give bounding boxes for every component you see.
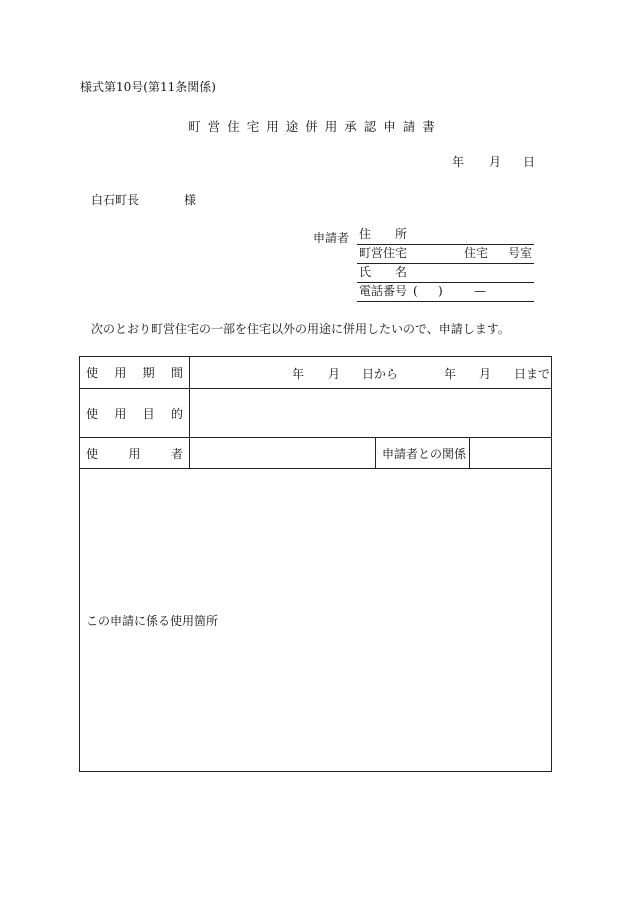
purpose-row (80, 389, 552, 438)
period-label-char: 使 (86, 366, 99, 380)
purpose-label-char: 使 (86, 406, 99, 421)
period-value-cell[interactable] (190, 357, 552, 389)
phone-dash: — (474, 284, 486, 298)
period-from-day: 日から (362, 367, 399, 381)
housing-room-suffix: 号室 (508, 246, 533, 260)
period-to-day: 日まで (514, 367, 551, 381)
phone-label: 電話番号 (359, 284, 408, 298)
name-label-1: 氏 (359, 265, 372, 279)
purpose-label-char: 的 (170, 406, 183, 421)
user-label-char: 使 (86, 446, 99, 461)
usage-table (79, 356, 552, 772)
form-number: 様式第10号(第11条関係) (80, 80, 216, 94)
user-label-char: 用 (128, 446, 141, 461)
places-cell[interactable] (80, 469, 552, 772)
purpose-label-char: 目 (142, 406, 155, 421)
relation-label-cell: 申請者との関係 (376, 438, 470, 469)
applicant-label: 申請者 (313, 231, 350, 245)
intro-text: 次のとおり町営住宅の一部を住宅以外の用途に併用したいので、申請します。 (91, 322, 510, 336)
phone-close-paren: ) (438, 284, 443, 298)
addressee-name: 白石町長 (91, 193, 140, 207)
period-to-month: 月 (479, 367, 492, 381)
period-from-year: 年 (292, 367, 305, 381)
places-label: この申請に係る使用箇所 (86, 613, 219, 628)
period-from-month: 月 (328, 367, 341, 381)
period-label-cell (80, 357, 190, 389)
purpose-value-cell[interactable] (190, 389, 552, 438)
phone-open-paren: ( (413, 284, 418, 298)
period-label-char: 用 (114, 366, 127, 380)
address-label-1: 住 (359, 227, 372, 241)
user-label-cell (80, 438, 190, 469)
date-day-label: 日 (523, 155, 536, 169)
address-label-2: 所 (395, 227, 408, 241)
housing-middle-label: 住宅 (464, 246, 489, 260)
period-label-char: 期 (142, 366, 155, 380)
address-field[interactable] (357, 226, 534, 245)
housing-field[interactable] (357, 245, 534, 264)
phone-field[interactable] (357, 283, 534, 302)
period-to-year: 年 (444, 367, 457, 381)
relation-value-cell[interactable] (470, 438, 552, 469)
housing-label: 町営住宅 (359, 246, 408, 260)
user-row (80, 438, 552, 469)
period-row (80, 357, 552, 389)
user-label-char: 者 (170, 446, 183, 461)
date-year-label: 年 (452, 155, 465, 169)
places-row (80, 469, 552, 772)
document-title: 町営住宅用途併用承認申請書 (188, 119, 442, 134)
addressee-honorific: 様 (184, 193, 197, 207)
date-month-label: 月 (489, 155, 502, 169)
name-field[interactable] (357, 264, 534, 283)
period-label-char: 間 (170, 366, 183, 380)
purpose-label-cell (80, 389, 190, 438)
name-label-2: 名 (395, 265, 408, 279)
purpose-label-char: 用 (114, 406, 127, 421)
user-value-cell[interactable] (190, 438, 376, 469)
